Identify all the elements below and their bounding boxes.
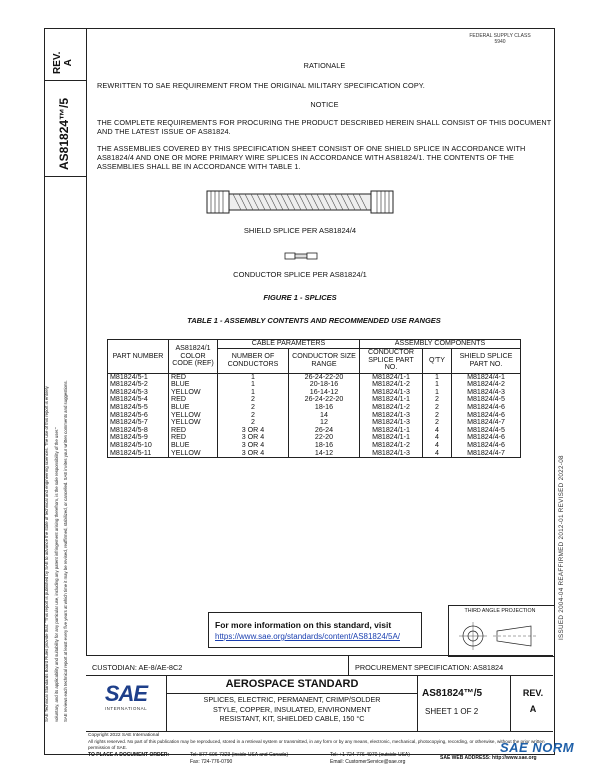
cell-qty: 4 xyxy=(423,450,452,458)
cell-size-range: 26-24 xyxy=(289,427,360,435)
cell-size-range: 16-14-12 xyxy=(289,389,360,397)
table-row xyxy=(108,404,521,412)
document-title xyxy=(167,695,417,724)
cell-qty: 1 xyxy=(423,381,452,389)
col-size-range: CONDUCTOR SIZE RANGE xyxy=(289,348,360,373)
projection-label: THIRD ANGLE PROJECTION xyxy=(464,608,536,614)
table-row xyxy=(108,419,521,427)
cell-color-code: BLUE xyxy=(169,404,218,412)
cell-conductor-splice: M81824/1-2 xyxy=(360,442,423,450)
rev-vertical xyxy=(52,52,74,74)
tel-1: Tel: 877-606-7323 (inside USA and Canada) xyxy=(190,752,289,758)
cell-color-code: YELLOW xyxy=(169,450,218,458)
table-row xyxy=(108,434,521,442)
cell-color-code: RED xyxy=(169,427,218,435)
cell-size-range: 18-16 xyxy=(289,404,360,412)
cell-color-code: YELLOW xyxy=(169,419,218,427)
col-shield-splice: SHIELD SPLICE PART NO. xyxy=(452,348,521,373)
cell-size-range: 12 xyxy=(289,419,360,427)
cell-num-conductors: 3 OR 4 xyxy=(218,427,289,435)
side-notice-line-2: voluntary, and its applicability and suitability for any particular use, including any patent infringement arising therefrom, is the sole responsibility of the user." xyxy=(53,427,59,722)
sheet-number: SHEET 1 OF 2 xyxy=(425,707,479,716)
procurement: PROCUREMENT SPECIFICATION: AS81824 xyxy=(355,663,504,672)
title-block-vline-2 xyxy=(417,675,418,731)
cell-shield-splice: M81824/4-5 xyxy=(452,396,521,404)
cell-conductor-splice: M81824/1-1 xyxy=(360,396,423,404)
cell-qty: 4 xyxy=(423,434,452,442)
cell-size-range: 22-20 xyxy=(289,434,360,442)
cell-qty: 4 xyxy=(423,427,452,435)
cell-shield-splice: M81824/4-2 xyxy=(452,381,521,389)
cell-color-code: YELLOW xyxy=(169,389,218,397)
rev-label: REV. xyxy=(52,51,63,74)
left-strip-rev-divider xyxy=(44,80,86,81)
cell-part-number: M81824/5-8 xyxy=(108,427,169,435)
figure-title: FIGURE 1 - SPLICES xyxy=(263,293,337,302)
cell-part-number: M81824/5-10 xyxy=(108,442,169,450)
cell-shield-splice: M81824/4-6 xyxy=(452,434,521,442)
table-title: TABLE 1 - ASSEMBLY CONTENTS AND RECOMMENDED USE RANGES xyxy=(187,316,441,325)
info-box xyxy=(208,612,422,648)
title-separator xyxy=(166,693,417,694)
shield-splice-drawing xyxy=(205,187,395,217)
cell-qty: 2 xyxy=(423,412,452,420)
cell-num-conductors: 2 xyxy=(218,404,289,412)
left-strip-divider xyxy=(86,28,87,655)
title-block-bottom-line xyxy=(86,731,553,732)
sae-logo xyxy=(98,682,154,711)
cell-num-conductors: 2 xyxy=(218,396,289,404)
title-block-top-line xyxy=(86,655,553,656)
corner-stamp-line-2: 5940 xyxy=(494,39,506,45)
cell-part-number: M81824/5-2 xyxy=(108,381,169,389)
cell-part-number: M81824/5-6 xyxy=(108,412,169,420)
col-part-number: PART NUMBER xyxy=(108,340,169,374)
fax: Fax: 724-776-0790 xyxy=(190,759,233,765)
cell-num-conductors: 1 xyxy=(218,373,289,381)
cell-conductor-splice: M81824/1-2 xyxy=(360,381,423,389)
table-row xyxy=(108,412,521,420)
document-title-line-3: RESISTANT, KIT, SHIELDED CABLE, 150 °C xyxy=(219,714,365,723)
left-strip-num-divider xyxy=(44,176,86,177)
table-row xyxy=(108,427,521,435)
info-line: For more information on this standard, visit xyxy=(215,620,392,630)
sae-norm-watermark xyxy=(500,740,574,755)
table-body xyxy=(108,373,521,458)
scope-text: THE ASSEMBLIES COVERED BY THIS SPECIFICATION SHEET CONSIST OF ONE SHIELD SPLICE IN ACCORDANCE WITH AS81824/4 AND ONE OR MORE PRIMARY WIRE SPLICES IN ACCORDANCE WITH AS81824/1. THE CONTENTS OF THE ASSEMBLIES SHALL BE IN ACCORDANCE WITH TABLE 1. xyxy=(97,144,526,171)
cell-num-conductors: 1 xyxy=(218,389,289,397)
order-label: TO PLACE A DOCUMENT ORDER: xyxy=(88,752,170,758)
document-title-line-1: SPLICES, ELECTRIC, PERMANENT, CRIMP/SOLDER xyxy=(203,695,381,704)
document-title-line-2: STYLE, COPPER, INSULATED, ENVIRONMENT xyxy=(212,704,372,714)
cell-shield-splice: M81824/4-6 xyxy=(452,412,521,420)
doc-number: AS81824™/5 xyxy=(422,688,483,699)
cell-part-number: M81824/5-5 xyxy=(108,404,169,412)
side-notice-line-1: SAE Technical Standards Board Rules provide that: "This report is published by SAE to advance the state of technical and engineering sciences. The use of this report is entirely xyxy=(44,386,49,722)
cell-conductor-splice: M81824/1-3 xyxy=(360,419,423,427)
cell-num-conductors: 3 OR 4 xyxy=(218,434,289,442)
cell-num-conductors: 3 OR 4 xyxy=(218,442,289,450)
cell-part-number: M81824/5-1 xyxy=(108,373,169,381)
cell-size-range: 26-24-22-20 xyxy=(289,396,360,404)
rationale-heading: RATIONALE xyxy=(303,61,346,70)
cell-color-code: BLUE xyxy=(169,381,218,389)
notice-heading: NOTICE xyxy=(310,100,339,109)
cell-conductor-splice: M81824/1-1 xyxy=(360,373,423,381)
cell-size-range: 14 xyxy=(289,412,360,420)
cell-shield-splice: M81824/4-5 xyxy=(452,427,521,435)
title-block-vline-3 xyxy=(510,675,511,731)
sae-logo-sub: INTERNATIONAL xyxy=(104,706,148,711)
col-qty: Q'TY xyxy=(423,348,452,373)
tel-2: Tel: +1 724-776-4970 (outside USA) xyxy=(330,752,410,758)
sae-logo-text: SAE xyxy=(104,681,148,706)
custodian: CUSTODIAN: AE-8/AE-8C2 xyxy=(92,663,183,672)
cell-shield-splice: M81824/4-7 xyxy=(452,450,521,458)
issue-dates-vertical: ISSUED 2004-04 REAFFIRMED 2012-01 REVISED 2022-08 xyxy=(558,455,565,640)
rev-value: A xyxy=(63,59,74,67)
col-conductor-splice: CONDUCTOR SPLICE PART NO. xyxy=(360,348,423,373)
cell-shield-splice: M81824/4-6 xyxy=(452,442,521,450)
table-row xyxy=(108,442,521,450)
cell-conductor-splice: M81824/1-3 xyxy=(360,389,423,397)
projection-symbol xyxy=(455,620,545,652)
cell-part-number: M81824/5-4 xyxy=(108,396,169,404)
cell-num-conductors: 3 OR 4 xyxy=(218,450,289,458)
title-block-mid-line xyxy=(86,675,553,676)
rights-text: All rights reserved. No part of this publication may be reproduced, stored in a retrieval system or transmitted, in any form or by any means, electronic, mechanical, photocopying, recording, or otherwise, without the prior written permission of SAE. xyxy=(88,739,545,750)
web-address[interactable]: SAE WEB ADDRESS: http://www.sae.org xyxy=(440,755,537,761)
cell-conductor-splice: M81824/1-1 xyxy=(360,427,423,435)
side-notice-line-3: SAE reviews each technical report at least every five years at which time it may be revised, reaffirmed, stabilized, or cancelled. SAE invites your written comments and suggestions. xyxy=(63,380,68,722)
group-assembly-components: ASSEMBLY COMPONENTS xyxy=(360,340,521,349)
cell-qty: 2 xyxy=(423,396,452,404)
cell-part-number: M81824/5-3 xyxy=(108,389,169,397)
corner-stamp xyxy=(452,33,548,45)
cell-conductor-splice: M81824/1-1 xyxy=(360,434,423,442)
cell-color-code: RED xyxy=(169,396,218,404)
cell-conductor-splice: M81824/1-2 xyxy=(360,404,423,412)
tb-rev-value: A xyxy=(529,704,537,714)
cell-part-number: M81824/5-9 xyxy=(108,434,169,442)
cell-qty: 2 xyxy=(423,404,452,412)
tb-rev-label: REV. xyxy=(522,688,544,698)
standard-type: AEROSPACE STANDARD xyxy=(225,678,359,690)
cell-num-conductors: 2 xyxy=(218,419,289,427)
cell-qty: 4 xyxy=(423,442,452,450)
cell-qty: 2 xyxy=(423,419,452,427)
col-num-conductors: NUMBER OF CONDUCTORS xyxy=(218,348,289,373)
cell-qty: 1 xyxy=(423,389,452,397)
cell-num-conductors: 2 xyxy=(218,412,289,420)
cell-conductor-splice: M81824/1-3 xyxy=(360,412,423,420)
cell-part-number: M81824/5-11 xyxy=(108,450,169,458)
cell-size-range: 20-18-16 xyxy=(289,381,360,389)
col-color-code: AS81824/1 COLOR CODE (REF) xyxy=(169,340,218,374)
cell-color-code: YELLOW xyxy=(169,412,218,420)
cell-color-code: RED xyxy=(169,434,218,442)
group-cable-parameters: CABLE PARAMETERS xyxy=(218,340,360,349)
assembly-table xyxy=(107,339,521,458)
table-row xyxy=(108,450,521,458)
cell-conductor-splice: M81824/1-3 xyxy=(360,450,423,458)
side-notice xyxy=(42,182,71,722)
conductor-splice-drawing xyxy=(283,250,319,262)
cell-shield-splice: M81824/4-1 xyxy=(452,373,521,381)
sae-norm-watermark-text: SAE NORM xyxy=(500,740,575,755)
cell-size-range: 18-16 xyxy=(289,442,360,450)
rationale-text: REWRITTEN TO SAE REQUIREMENT FROM THE ORIGINAL MILITARY SPECIFICATION COPY. xyxy=(97,81,425,90)
email: Email: CustomerService@sae.org xyxy=(330,759,406,765)
cell-shield-splice: M81824/4-3 xyxy=(452,389,521,397)
conductor-splice-caption: CONDUCTOR SPLICE PER AS81824/1 xyxy=(233,270,367,279)
notice-text: THE COMPLETE REQUIREMENTS FOR PROCURING THE PRODUCT DESCRIBED HEREIN SHALL CONSIST OF THIS DOCUMENT AND THE LATEST ISSUE OF AS81824. xyxy=(97,118,552,136)
corner-stamp-line-1: FEDERAL SUPPLY CLASS xyxy=(469,33,531,39)
shield-splice-caption: SHIELD SPLICE PER AS81824/4 xyxy=(243,226,357,235)
cell-shield-splice: M81824/4-7 xyxy=(452,419,521,427)
cell-shield-splice: M81824/4-6 xyxy=(452,404,521,412)
cell-qty: 1 xyxy=(423,373,452,381)
copyright: Copyright 2022 SAE International xyxy=(88,733,160,738)
cell-num-conductors: 1 xyxy=(218,381,289,389)
cell-size-range: 26-24-22-20 xyxy=(289,373,360,381)
title-block-vline-procure xyxy=(348,655,349,675)
info-link[interactable]: https://www.sae.org/standards/content/AS81824/5A/ xyxy=(215,632,400,641)
doc-number-vertical: AS81824™/5 xyxy=(57,97,71,170)
cell-size-range: 14-12 xyxy=(289,450,360,458)
cell-color-code: RED xyxy=(169,373,218,381)
table-row xyxy=(108,396,521,404)
cell-part-number: M81824/5-7 xyxy=(108,419,169,427)
cell-color-code: BLUE xyxy=(169,442,218,450)
